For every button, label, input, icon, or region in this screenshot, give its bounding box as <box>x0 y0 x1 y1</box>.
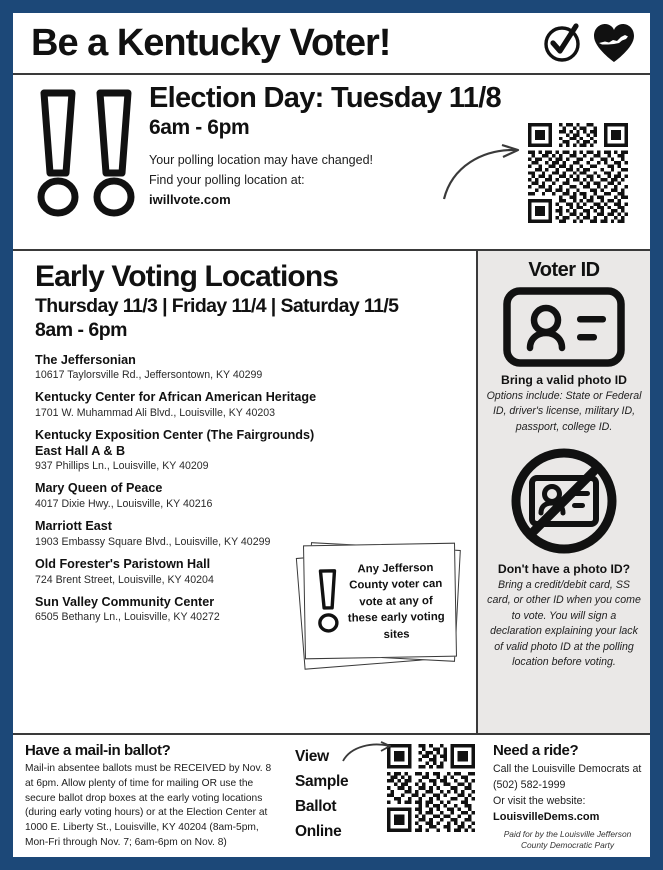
sample-ballot-section <box>289 735 485 857</box>
location-name: Sun Valley Community Center <box>35 594 215 609</box>
bottom-section <box>13 735 650 857</box>
early-voting-hours: 8am - 6pm <box>35 318 127 341</box>
flyer-poster <box>13 13 650 857</box>
page-title: Be a Kentucky Voter! <box>31 21 391 64</box>
location-address: 1701 W. Muhammad Ali Blvd., Louisville, KY 40203 <box>35 406 276 419</box>
louisville-dems-url[interactable]: LouisvilleDems.com <box>493 810 600 823</box>
qr-code-icon[interactable] <box>528 123 628 223</box>
voter-id-panel <box>478 251 650 733</box>
location-address: 10617 Taylorsville Rd., Jeffersontown, KY 40299 <box>35 369 263 382</box>
need-ride-line1: Call the Louisville Democrats at <box>493 763 642 775</box>
location-name: Kentucky Center for African American Heritage <box>35 390 317 405</box>
kentucky-heart-icon <box>592 22 636 64</box>
curved-arrow-icon <box>442 143 522 201</box>
note-card-front <box>303 543 457 660</box>
election-day-section <box>13 75 650 251</box>
qr-code-icon[interactable] <box>387 744 475 832</box>
header-icons <box>542 22 636 64</box>
poster-header <box>13 13 650 75</box>
valid-id-heading: Bring a valid photo ID <box>501 373 627 387</box>
list-item <box>35 428 466 472</box>
location-address: 4017 Dixie Hwy., Louisville, KY 40216 <box>35 498 213 511</box>
no-id-card-icon <box>508 445 620 557</box>
sample-ballot-line3: Ballot <box>295 798 337 816</box>
election-day-title: Election Day: Tuesday 11/8 <box>149 82 501 114</box>
check-circle-icon <box>542 22 584 64</box>
paid-for-disclaimer: Paid for by the Louisville Jefferson County Democratic Party <box>503 828 632 851</box>
iwillvote-url[interactable]: iwillvote.com <box>149 191 231 207</box>
no-photo-id-heading: Don't have a photo ID? <box>497 562 631 577</box>
list-item <box>35 390 466 419</box>
mail-in-body: Mail-in absentee ballots must be RECEIVED by Nov. 8 at 6pm. Allow plenty of time for mailing OR use the secure ballot drop boxes at the early voting locations (during early voting hours) or at the Election Center at 1000 E. Liberty St., Louisville, KY 40204 (8am-5pm, Mon-Fri through Nov. 7; 6am-6pm on Nov. 8) <box>25 763 272 848</box>
early-voting-days: Thursday 11/3 | Friday 11/4 | Saturday 11/5 <box>35 294 399 317</box>
valid-id-body: Options include: State or Federal ID, driver's license, military ID, passport, college ID. <box>486 390 642 433</box>
voter-id-title: Voter ID <box>528 259 600 281</box>
election-day-hours: 6am - 6pm <box>149 116 250 140</box>
location-address: 1903 Embassy Square Blvd., Louisville, KY 40299 <box>35 535 271 548</box>
any-voter-note-cards <box>296 538 472 673</box>
list-item <box>35 481 466 510</box>
need-ride-phone[interactable]: (502) 582-1999 <box>493 778 566 791</box>
note-card-text: Any Jefferson County voter can vote at any of these early voting sites <box>347 561 445 641</box>
sample-ballot-line4: Online <box>295 823 342 841</box>
need-ride-line3: Or visit the website: <box>493 794 586 807</box>
location-address: 937 Phillips Ln., Louisville, KY 40209 <box>35 460 209 473</box>
sample-ballot-line2: Sample <box>295 773 349 791</box>
early-voting-section <box>13 251 478 733</box>
curved-arrow-icon <box>341 741 393 765</box>
location-name: Mary Queen of Peace <box>35 481 163 496</box>
polling-note-line2: Find your polling location at: <box>149 173 305 188</box>
location-name: Marriott East <box>35 519 112 534</box>
mail-in-ballot-section <box>13 735 289 857</box>
no-photo-id-body: Bring a credit/debit card, SS card, or other ID when you come to vote. You will sign a declaration explaining your lack of valid photo ID at the polling location before voting. <box>487 579 641 668</box>
exclamation-icon <box>312 567 343 639</box>
polling-note-line1: Your polling location may have changed! <box>149 153 373 168</box>
location-name-second-line: East Hall A & B <box>35 443 126 458</box>
sample-ballot-line1: View <box>295 748 329 765</box>
location-name: Old Forester's Paristown Hall <box>35 556 211 571</box>
middle-section <box>13 251 650 735</box>
list-item <box>35 353 466 382</box>
need-a-ride-section <box>485 735 650 857</box>
location-address: 724 Brent Street, Louisville, KY 40204 <box>35 573 214 586</box>
double-exclamation-icon <box>35 83 139 243</box>
location-name: Kentucky Exposition Center (The Fairgrounds) <box>35 427 315 442</box>
location-address: 6505 Bethany Ln., Louisville, KY 40272 <box>35 611 220 624</box>
need-ride-title: Need a ride? <box>493 742 579 759</box>
location-name: The Jeffersonian <box>35 352 136 367</box>
id-card-icon <box>502 286 626 368</box>
mail-in-title: Have a mail-in ballot? <box>25 742 171 759</box>
early-voting-title: Early Voting Locations <box>35 260 339 293</box>
